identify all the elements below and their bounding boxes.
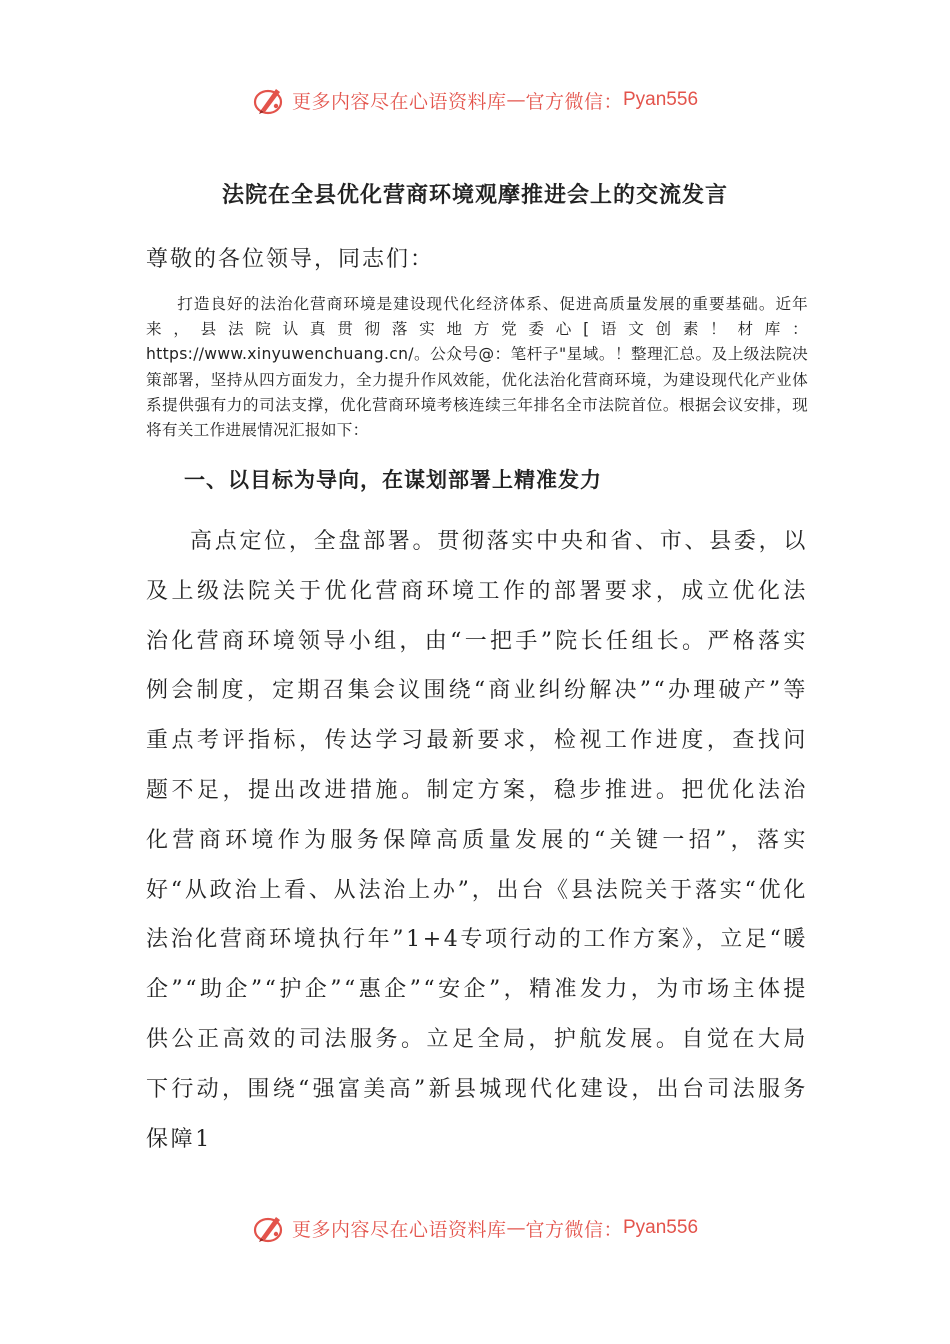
footer-banner xyxy=(0,1208,950,1248)
header-banner xyxy=(0,80,950,120)
document-title: 法院在全县优化营商环境观摩推进会上的交流发言 xyxy=(221,183,728,208)
body-paragraph: 高点定位，全盘部署。贯彻落实中央和省、市、县委，以及上级法院关于优化营商环境工作的部署要求，成立优化法治化营商环境领导小组，由“一把手”院长任组长。严格落实例会制度，定期召集会议围绕“商业纠纷解决”“办理破产”等重点考评指标，传达学习最新要求，检视工作进度，查找问题不足，提出改进措施。制定方案，稳步推进。把优化法治化营商环境作为服务保障高质量发展的“关键一招”，落实好“从政治上看、从法治上办”，出台《县法院关于落实“优化法治化营商环境执行年”1+4专项行动的工作方案》，立足“暖企”“助企”“护企”“惠企”“安企”，精准发力，为市场主体提供公正高效的司法服务。立足全局，护航发展。自觉在大局下行动，围绕“强富美高”新县城现代化建设，出台司法服务保障1 xyxy=(146,529,808,1152)
quill-pen-logo-icon xyxy=(252,83,286,117)
banner-text: 更多内容尽在心语资料库 xyxy=(291,90,507,113)
intro-paragraph: 打造良好的法治化营商环境是建设现代化经济体系、促进高质量发展的重要基础。近年来，县法院认真贯彻落实地方党委心[语文创素！材库：https://www.xinyuwenchuang.cn/。公众号@：笔杆子"星域。！整理汇总。及上级法院决策部署，坚持从四方面发力，全力提升作风效能，优化法治化营商环境，为建设现代化产业体系提供强有力的司法支撑，优化营商环境考核连续三年排名全市法院首位。根据会议安排，现将有关工作进展情况汇报如下： xyxy=(146,295,808,440)
banner-separator: — xyxy=(506,89,526,111)
banner-wechat-label: 官方微信： xyxy=(525,90,623,113)
banner-wechat-label: 官方微信： xyxy=(525,1218,623,1241)
section-heading: 一、以目标为导向，在谋划部署上精准发力 xyxy=(184,468,602,492)
banner-account: Pyan556 xyxy=(623,89,699,110)
banner-text: 更多内容尽在心语资料库 xyxy=(291,1218,507,1241)
banner-account: Pyan556 xyxy=(623,1217,699,1238)
greeting: 尊敬的各位领导，同志们： xyxy=(146,247,435,272)
quill-pen-logo-icon xyxy=(252,1211,286,1245)
banner-separator: — xyxy=(506,1217,526,1239)
